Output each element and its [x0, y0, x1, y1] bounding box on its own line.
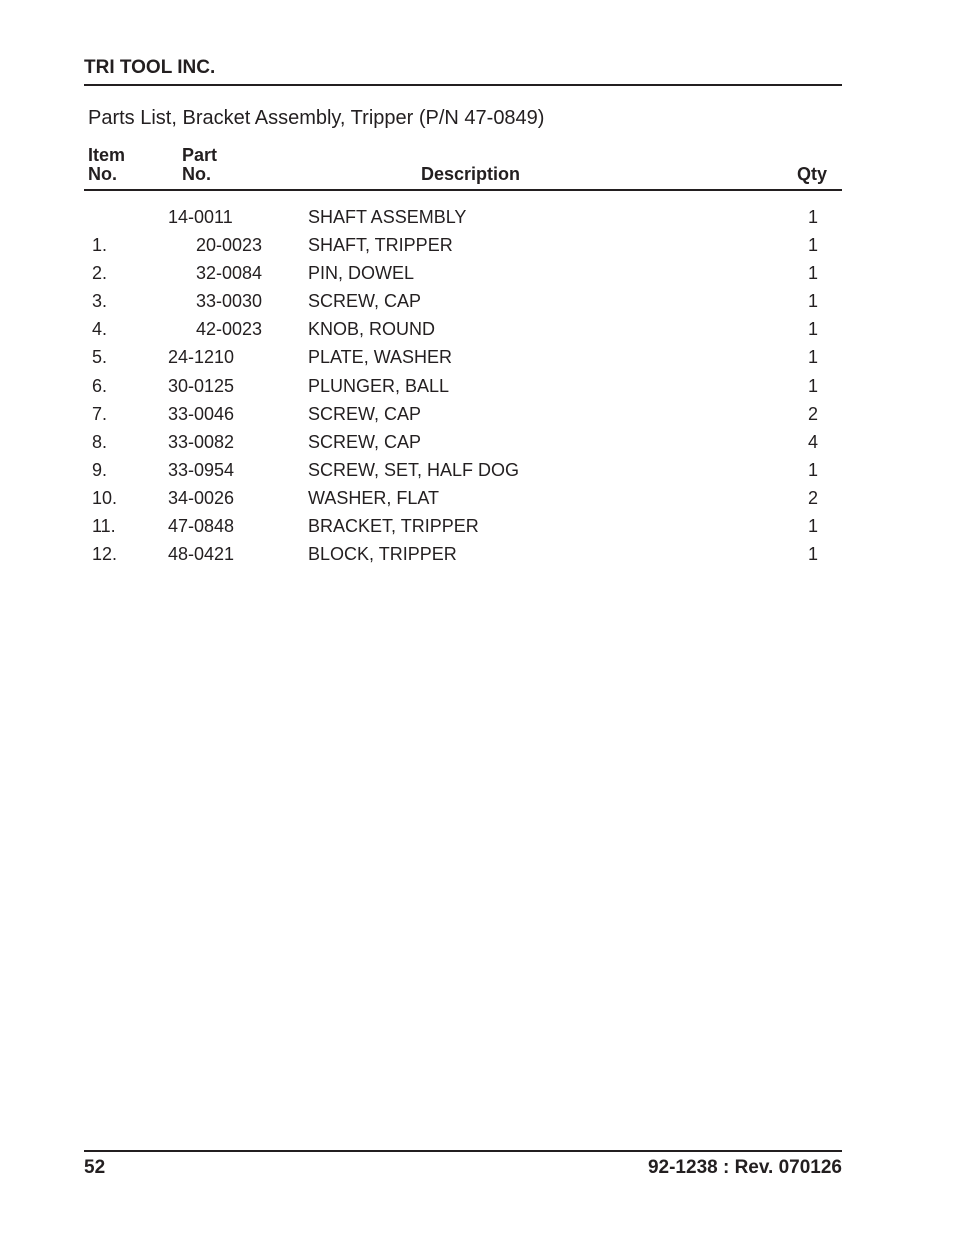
column-header-item-line2: No.	[88, 164, 117, 184]
part-no-cell: 33-0046	[168, 403, 235, 424]
qty-cell: 1	[808, 207, 819, 227]
table-row	[0, 428, 954, 456]
table-row	[0, 484, 954, 512]
table-row	[0, 540, 954, 568]
qty-cell: 1	[808, 516, 819, 537]
description-cell: PLATE, WASHER	[308, 347, 453, 368]
part-no-cell: 33-0030	[196, 291, 263, 312]
column-header-part-no	[182, 146, 217, 184]
part-no-cell: 20-0023	[196, 235, 263, 256]
qty-cell: 1	[808, 235, 819, 256]
table-row	[0, 315, 954, 343]
description-cell: WASHER, FLAT	[308, 487, 440, 508]
column-header-part-line1: Part	[182, 145, 218, 165]
part-no-cell: 32-0084	[196, 263, 263, 284]
part-no-cell: 24-1210	[168, 347, 235, 368]
item-no-cell: 12.	[92, 544, 118, 565]
description-cell: PIN, DOWEL	[308, 263, 415, 284]
column-header-part-line2: No.	[182, 164, 211, 184]
part-no-cell: 33-0954	[168, 459, 235, 480]
column-header-item-line1: Item	[88, 145, 126, 165]
parts-list-title: Parts List, Bracket Assembly, Tripper (P/N 47-0849)	[88, 107, 545, 129]
part-no-cell: 48-0421	[168, 544, 235, 565]
header-rule	[84, 84, 842, 86]
qty-cell: 2	[808, 487, 819, 508]
table-row	[0, 231, 954, 259]
item-no-cell: 3.	[92, 291, 108, 312]
item-no-cell: 10.	[92, 487, 118, 508]
table-row	[0, 259, 954, 287]
part-no-cell: 42-0023	[196, 319, 263, 340]
part-no-cell: 47-0848	[168, 516, 235, 537]
item-no-cell: 5.	[92, 347, 108, 368]
qty-cell: 1	[808, 319, 819, 340]
item-no-cell: 9.	[92, 459, 108, 480]
item-no-cell: 7.	[92, 403, 108, 424]
table-row	[0, 400, 954, 428]
item-no-cell: 11.	[92, 516, 116, 537]
item-no-cell: 1.	[92, 235, 108, 256]
qty-cell: 1	[808, 291, 819, 312]
item-no-cell: 4.	[92, 319, 108, 340]
table-row	[0, 343, 954, 371]
description-cell: BLOCK, TRIPPER	[308, 544, 457, 565]
footer-rule	[84, 1150, 842, 1152]
table-row	[0, 203, 954, 231]
column-header-qty: Qty	[797, 164, 828, 184]
qty-cell: 4	[808, 431, 819, 452]
parts-table-body	[0, 203, 954, 568]
column-header-item-no	[88, 146, 125, 184]
qty-cell: 1	[808, 459, 819, 480]
document-revision: 92-1238 : Rev. 070126	[647, 1157, 842, 1178]
description-cell: SHAFT ASSEMBLY	[308, 207, 467, 227]
page-number: 52	[84, 1157, 106, 1178]
table-row	[0, 287, 954, 315]
qty-cell: 1	[808, 347, 819, 368]
table-row	[0, 512, 954, 540]
table-header-rule	[84, 189, 842, 191]
table-row	[0, 456, 954, 484]
description-cell: BRACKET, TRIPPER	[308, 516, 479, 537]
description-cell: SCREW, CAP	[308, 403, 422, 424]
part-no-cell: 14-0011	[168, 207, 233, 227]
part-no-cell: 33-0082	[168, 431, 235, 452]
item-no-cell: 2.	[92, 263, 108, 284]
qty-cell: 1	[808, 544, 819, 565]
description-cell: SCREW, CAP	[308, 431, 422, 452]
part-no-cell: 34-0026	[168, 487, 235, 508]
description-cell: SCREW, CAP	[308, 291, 422, 312]
description-cell: KNOB, ROUND	[308, 319, 436, 340]
qty-cell: 1	[808, 263, 819, 284]
part-no-cell: 30-0125	[168, 375, 235, 396]
item-no-cell: 6.	[92, 375, 108, 396]
table-row	[0, 372, 954, 400]
item-no-cell: 8.	[92, 431, 108, 452]
column-header-description: Description	[421, 164, 521, 184]
description-cell: PLUNGER, BALL	[308, 375, 450, 396]
qty-cell: 1	[808, 375, 819, 396]
description-cell: SCREW, SET, HALF DOG	[308, 459, 520, 480]
qty-cell: 2	[808, 403, 819, 424]
description-cell: SHAFT, TRIPPER	[308, 235, 453, 256]
company-name: TRI TOOL INC.	[84, 57, 216, 78]
